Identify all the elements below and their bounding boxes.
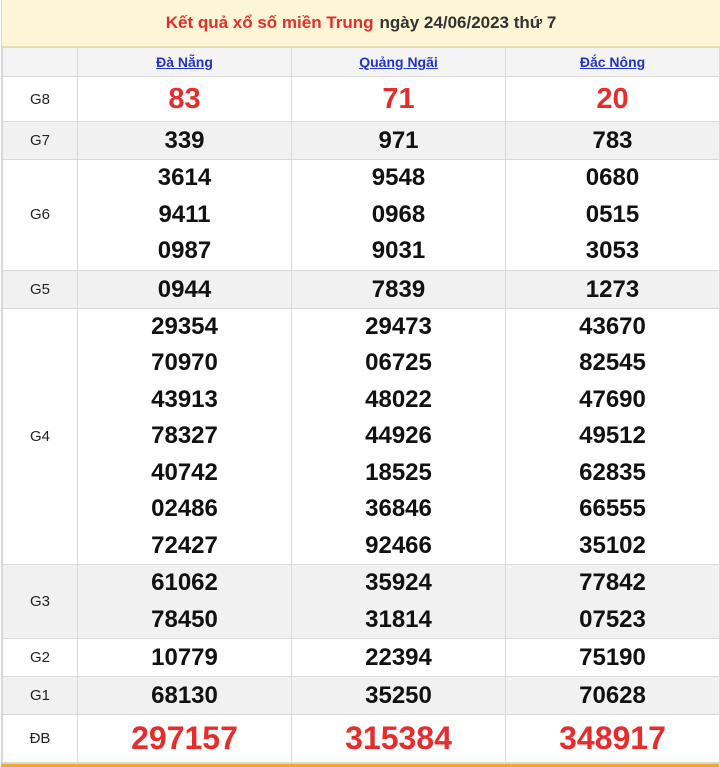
prize-number: 36846 [365,495,432,522]
prize-number: 82545 [579,349,646,376]
prize-label: G5 [3,270,78,308]
province-link-quang-ngai[interactable]: Quảng Ngãi [359,54,438,70]
special-prize-number: 315384 [292,715,506,763]
prize-number: 3614 [157,164,212,191]
prize-number: 3053 [585,237,640,264]
results-panel [1,0,720,764]
prize-number: 783 [506,122,720,160]
prize-number: 77842 [579,569,646,596]
prize-number: 9548 [371,164,426,191]
prize-row-g7 [3,122,720,160]
prize-number: 71 [292,77,506,122]
prize-number: 35102 [579,531,646,559]
prize-cell [292,308,506,565]
prize-number: 0987 [157,237,212,264]
prize-cell [78,308,292,565]
province-header [506,48,720,77]
prize-number: 61062 [151,569,218,596]
prize-number: 07523 [579,605,646,633]
province-header [78,48,292,77]
prize-number: 02486 [151,495,218,522]
prize-number: 44926 [365,422,432,449]
prize-label: ĐB [3,715,78,763]
prize-row-g1 [3,677,720,715]
prize-number: 31814 [365,605,432,633]
province-header-row [3,48,720,77]
prize-label: G3 [3,565,78,639]
prize-number: 43670 [579,312,646,340]
prize-label: G2 [3,639,78,677]
region-results-link[interactable]: Kết quả xổ số miền Trung [165,13,374,32]
prize-cell [506,160,720,271]
header-blank-cell [3,48,78,77]
prize-number: 35924 [365,569,432,596]
prize-number: 49512 [579,422,646,449]
prize-number: 18525 [365,458,432,486]
prize-number: 1273 [506,270,720,308]
prize-number: 72427 [151,531,218,559]
prize-number: 9411 [158,200,211,228]
prize-number: 70970 [151,349,218,376]
prize-number: 83 [78,77,292,122]
prize-number: 22394 [292,639,506,677]
prize-number: 75190 [506,639,720,677]
prize-number: 06725 [365,349,432,376]
prize-row-g4 [3,308,720,565]
prize-number: 10779 [78,639,292,677]
special-prize-number: 297157 [78,715,292,763]
prize-number: 0944 [78,270,292,308]
prize-number: 35250 [292,677,506,715]
prize-number: 70628 [506,677,720,715]
prize-number: 68130 [78,677,292,715]
results-title [2,0,720,47]
prize-number: 0968 [371,200,426,228]
prize-row-g5 [3,270,720,308]
prize-label: G7 [3,122,78,160]
special-prize-number: 348917 [506,715,720,763]
prize-number: 47690 [579,385,646,413]
province-header [292,48,506,77]
results-table [2,47,720,763]
prize-cell [506,565,720,639]
prize-number: 20 [506,77,720,122]
prize-row-g6 [3,160,720,271]
prize-label: G8 [3,77,78,122]
prize-cell [506,308,720,565]
prize-number: 66555 [579,495,646,522]
prize-number: 971 [292,122,506,160]
prize-number: 9031 [371,237,426,264]
province-link-da-nang[interactable]: Đà Nẵng [156,54,213,70]
prize-label: G1 [3,677,78,715]
prize-row-g8 [3,77,720,122]
prize-number: 48022 [365,385,432,413]
prize-number: 0680 [585,164,640,191]
prize-number: 29473 [365,312,432,340]
prize-number: 92466 [365,531,432,559]
prize-number: 43913 [151,385,218,413]
prize-number: 62835 [579,458,646,486]
prize-row-g3 [3,565,720,639]
prize-cell [78,160,292,271]
prize-number: 7839 [292,270,506,308]
prize-label: G6 [3,160,78,271]
province-link-dac-nong[interactable]: Đắc Nông [579,54,646,70]
prize-number: 78450 [151,605,218,633]
prize-cell [292,160,506,271]
prize-number: 339 [78,122,292,160]
prize-number: 0515 [585,200,640,228]
prize-row-special [3,715,720,763]
draw-date: ngày 24/06/2023 thứ 7 [379,13,557,32]
prize-row-g2 [3,639,720,677]
prize-cell [78,565,292,639]
prize-number: 40742 [151,458,218,486]
prize-number: 78327 [151,422,218,449]
prize-cell [292,565,506,639]
prize-number: 29354 [151,312,218,340]
prize-label: G4 [3,308,78,565]
